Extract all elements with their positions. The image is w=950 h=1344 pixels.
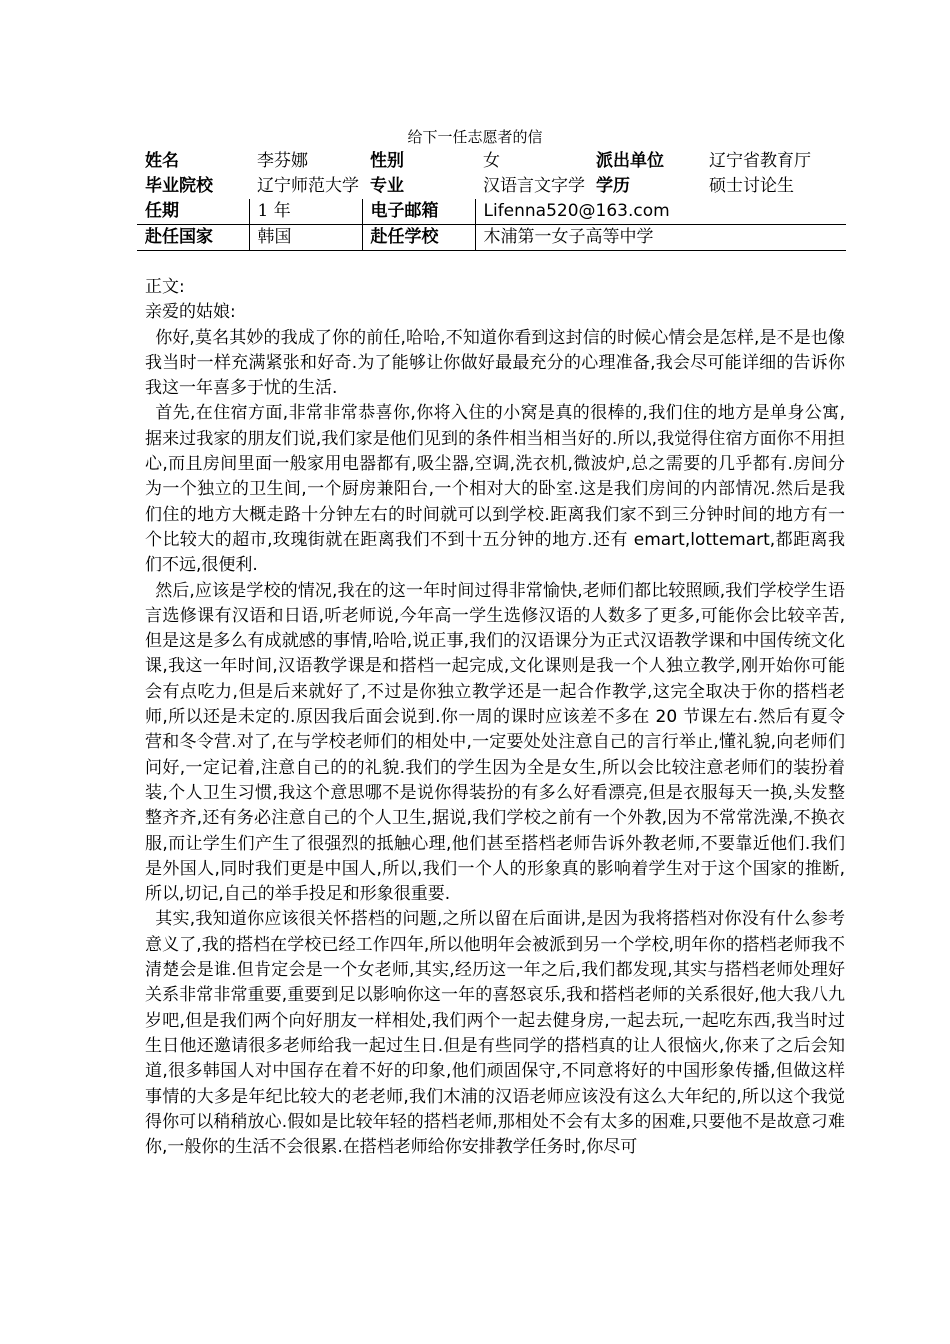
paragraph-greeting: 你好,莫名其妙的我成了你的前任,哈哈,不知道你看到这封信的时候心情会是怎样,是不是也像我当时一样充满紧张和好奇.为了能够让你做好最最充分的心理准备,我会尽可能详细的告诉你我这一年喜多于忧的生活. — [145, 327, 845, 399]
info-row-country — [137, 225, 846, 251]
gender-label: 性别 — [370, 151, 404, 171]
unit-label: 派出单位 — [596, 151, 664, 171]
term-value: 1 年 — [249, 199, 362, 225]
email-value: Lifenna520@163.com — [475, 199, 846, 225]
major-value: 汉语言文字学 — [483, 176, 585, 196]
unit-value: 辽宁省教育厅 — [709, 151, 811, 171]
major-label: 专业 — [370, 176, 404, 196]
salutation: 亲爱的姑娘: — [145, 302, 236, 323]
paragraph-partner: 其实,我知道你应该很关怀搭档的问题,之所以留在后面讲,是因为我将搭档对你没有什么参考意义了,我的搭档在学校已经工作四年,所以他明年会被派到另一个学校,明年你的搭档老师我不清楚会是谁.但肯定会是一个女老师,其实,经历这一年之后,我们都发现,其实与搭档老师处理好关系非常非常重要,重要到足以影响你这一年的喜怒哀乐,我和搭档老师的关系很好,他大我八九岁吧,但是我们两个向好朋友一样相处,我们两个一起去健身房,一起去玩,一起吃东西,我当时过生日他还邀请很多老师给我一起过生日.但是有些同学的搭档真的让人很恼火,你来了之后会知道,很多韩国人对中国存在着不好的印象,他们顽固保守,不同意将好的中国形象传播,但做这样事情的大多是年纪比较大的老老师,我们木浦的汉语老师应该没有这么大年纪的,所以这个我觉得你可以稍稍放心.假如是比较年轻的搭档老师,那相处不会有太多的困难,只要他不是故意刁难你,一般你的生活不会很累.在搭档老师给你安排教学任务时,你尽可 — [145, 909, 845, 1158]
host-school-label: 赴任学校 — [362, 225, 475, 251]
paragraph-housing: 首先,在住宿方面,非常非常恭喜你,你将入住的小窝是真的很棒的,我们住的地方是单身公寓,据来过我家的朋友们说,我们家是他们见到的条件相当相当好的.所以,我觉得住宿方面你不用担心,而且房间里面一般家用电器都有,吸尘器,空调,洗衣机,微波炉,总之需要的几乎都有.房间分为一个独立的卫生间,一个厨房兼阳台,一个相对大的卧室.这是我们房间的内部情况.然后是我们住的地方大概走路十分钟左右的时间就可以到学校.距离我们家不到三分钟时间的地方有一个比较大的超市,玫瑰街就在距离我们不到十五分钟的地方.还有 emart,lottemart,都距离我们不远,很便利. — [145, 403, 845, 576]
country-label: 赴任国家 — [137, 225, 249, 251]
degree-label: 学历 — [596, 176, 630, 196]
school-label: 毕业院校 — [145, 176, 213, 196]
school-value: 辽宁师范大学 — [257, 176, 359, 196]
name-value: 李芬娜 — [257, 151, 308, 171]
paragraph-school: 然后,应该是学校的情况,我在的这一年时间过得非常愉快,老师们都比较照顾,我们学校学生语言选修课有汉语和日语,听老师说,今年高一学生选修汉语的人数多了更多,可能你会比较辛苦,但是这是多么有成就感的事情,哈哈,说正事,我们的汉语课分为正式汉语教学课和中国传统文化课,我这一年时间,汉语教学课是和搭档一起完成,文化课则是我一个人独立教学,刚开始你可能会有点吃力,但是后来就好了,不过是你独立教学还是一起合作教学,这完全取决于你的搭档老师,所以还是未定的.原因我后面会说到.你一周的课时应该差不多在 20 节课左右.然后有夏令营和冬令营.对了,在与学校老师们的相处中,一定要处处注意自己的言行举止,懂礼貌,向老师们问好,一定记着,注意自己的的礼貌.我们的学生因为全是女生,所以会比较注意老师们的装扮着装,个人卫生习惯,我这个意思哪不是说你得装扮的有多么好看漂亮,但是衣服每天一换,头发整整齐齐,还有务必注意自己的个人卫生,据说,我们学校之前有一个外教,因为不常常洗澡,不换衣服,而让学生们产生了很强烈的抵触心理,他们甚至搭档老师告诉外教老师,不要靠近他们.我们是外国人,同时我们更是中国人,所以,我们一个人的形象真的影响着学生对于这个国家的推断,所以,切记,自己的举手投足和形象很重要. — [145, 580, 845, 905]
email-label: 电子邮箱 — [362, 199, 475, 225]
volunteer-info-table — [137, 149, 846, 251]
name-label: 姓名 — [145, 151, 179, 171]
gender-value: 女 — [483, 151, 500, 171]
letter-body — [145, 275, 845, 1160]
info-row-school — [137, 174, 846, 199]
info-row-name — [137, 149, 846, 174]
info-row-term — [137, 199, 846, 225]
body-heading: 正文: — [145, 277, 185, 297]
degree-value: 硕士讨论生 — [709, 176, 794, 196]
document-title: 给下一任志愿者的信 — [407, 128, 543, 146]
country-value: 韩国 — [249, 225, 362, 251]
term-label: 任期 — [137, 199, 249, 225]
host-school-value: 木浦第一女子高等中学 — [475, 225, 846, 251]
